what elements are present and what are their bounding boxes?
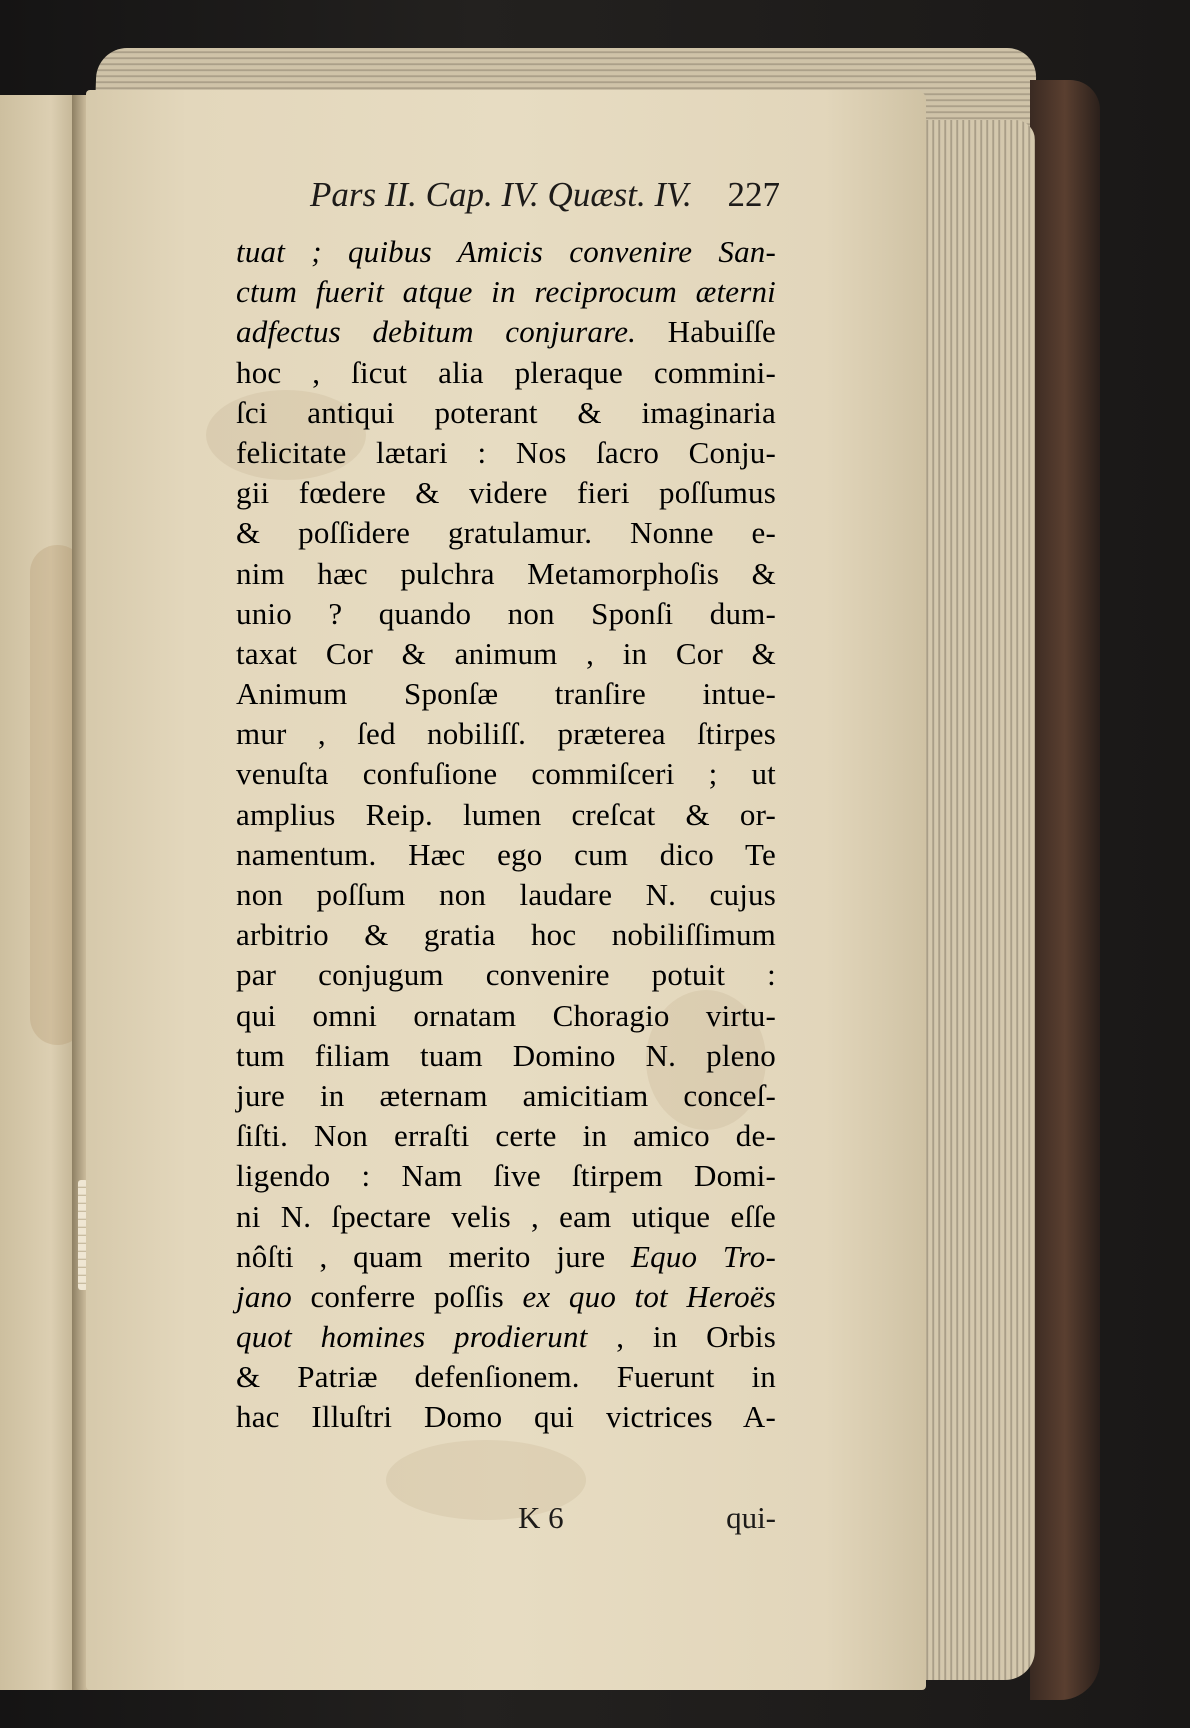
- text-line: [236, 1237, 776, 1277]
- book-cover-edge: [1030, 80, 1100, 1700]
- text-segment: , in Orbis: [587, 1319, 777, 1355]
- text-segment: jure in æternam amicitiam conceſ-: [236, 1077, 776, 1113]
- text-line: [236, 1397, 776, 1437]
- text-line: [236, 232, 776, 272]
- text-segment: taxat Cor & animum , in Cor &: [236, 635, 776, 671]
- italic-text-segment: Equo Tro-: [631, 1238, 776, 1274]
- text-line: [236, 1357, 776, 1397]
- text-line: [236, 875, 776, 915]
- text-line: [236, 433, 776, 473]
- text-line: [236, 1116, 776, 1156]
- text-segment: namentum. Hæc ego cum dico Te: [236, 836, 776, 872]
- text-line: [236, 1317, 776, 1357]
- text-segment: arbitrio & gratia hoc nobiliſſimum: [236, 917, 776, 953]
- text-segment: ſiſti. Non erraſti certe in amico de-: [236, 1118, 776, 1154]
- text-line: [236, 393, 776, 433]
- text-line: [236, 955, 776, 995]
- text-line: [236, 1076, 776, 1116]
- text-segment: non poſſum non laudare N. cujus: [236, 877, 776, 912]
- running-head: Pars II. Cap. IV. Quæst. IV.: [310, 175, 692, 214]
- text-segment: tum filiam tuam Domino N. pleno: [236, 1037, 776, 1073]
- text-segment: mur , ſed nobiliſſ. præterea ſtirpes: [236, 716, 776, 752]
- text-segment: felicitate lætari : Nos ſacro Conju-: [236, 434, 776, 470]
- text-segment: conferre poſſis: [291, 1278, 523, 1314]
- text-segment: hac Illuſtri Domo qui victrices A-: [236, 1399, 776, 1435]
- text-segment: & poſſidere gratulamur. Nonne e-: [236, 515, 776, 551]
- italic-text-segment: adfectus debitum conjurare.: [236, 314, 637, 350]
- text-line: [236, 996, 776, 1036]
- text-segment: ni N. ſpectare velis , eam utique eſſe: [236, 1198, 776, 1234]
- text-line: [236, 1156, 776, 1196]
- italic-text-segment: ctum fuerit atque in reciprocum æterni: [236, 274, 776, 310]
- text-segment: nôſti , quam merito jure: [236, 1238, 631, 1274]
- text-line: [236, 674, 776, 714]
- text-segment: ligendo : Nam ſive ſtirpem Domi-: [236, 1158, 776, 1194]
- text-line: [236, 754, 776, 794]
- text-line: [236, 795, 776, 835]
- italic-text-segment: jano: [236, 1278, 292, 1314]
- text-segment: par conjugum convenire potuit :: [236, 957, 776, 993]
- text-segment: unio ? quando non Sponſi dum-: [236, 595, 776, 631]
- text-segment: Animum Sponſæ tranſire intue-: [236, 676, 776, 712]
- text-line: [236, 473, 776, 513]
- text-line: [236, 1036, 776, 1076]
- text-segment: & Patriæ defenſionem. Fuerunt in: [236, 1359, 776, 1395]
- text-line: [236, 554, 776, 594]
- text-segment: Habuiſſe: [636, 314, 776, 350]
- text-line: [236, 272, 776, 312]
- italic-text-segment: ex quo tot Heroës: [522, 1278, 776, 1314]
- text-segment: qui omni ornatam Choragio virtu-: [236, 997, 776, 1033]
- text-line: [236, 353, 776, 393]
- text-segment: ſci antiqui poterant & imaginaria: [236, 394, 776, 430]
- text-line: [236, 714, 776, 754]
- catchword: qui-: [726, 1500, 776, 1535]
- page-footer: [500, 1500, 776, 1544]
- text-line: [236, 513, 776, 553]
- page-header: [310, 175, 780, 225]
- text-segment: gii fœdere & videre fieri poſſumus: [236, 475, 776, 511]
- text-line: [236, 634, 776, 674]
- text-segment: hoc , ſicut alia pleraque commini-: [236, 354, 776, 390]
- body-text: [236, 232, 776, 1438]
- text-line: [236, 312, 776, 352]
- text-segment: venuſta confuſione commiſceri ; ut: [236, 756, 776, 792]
- text-line: [236, 594, 776, 634]
- page-number: 227: [727, 175, 780, 214]
- text-line: [236, 915, 776, 955]
- text-line: [236, 1277, 776, 1317]
- text-segment: amplius Reip. lumen creſcat & or-: [236, 796, 776, 832]
- text-line: [236, 1197, 776, 1237]
- text-segment: nim hæc pulchra Metamorphoſis &: [236, 555, 776, 591]
- text-line: [236, 835, 776, 875]
- italic-text-segment: tuat ; quibus Amicis convenire San-: [236, 234, 776, 269]
- italic-text-segment: quot homines prodierunt: [236, 1319, 588, 1355]
- signature-mark: K 6: [518, 1500, 564, 1535]
